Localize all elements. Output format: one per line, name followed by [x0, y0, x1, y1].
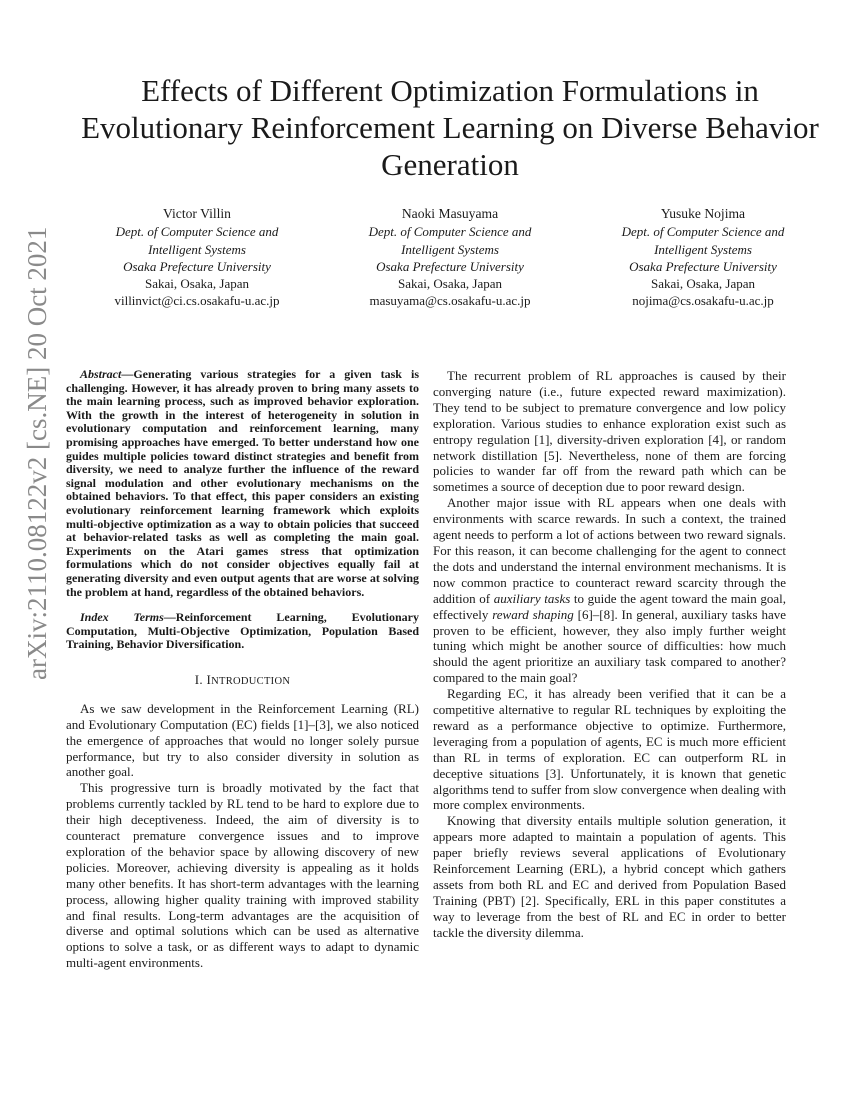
- paper-title: Effects of Different Optimization Formulations in Evolutionary Reinforcement Learning on Diverse Behavior Generation: [81, 73, 819, 182]
- author-email: nojima@cs.osakafu-u.ac.jp: [632, 293, 774, 309]
- author-block: [72, 205, 828, 310]
- arxiv-identifier-stamp: arXiv:2110.08122v2 [cs.NE] 20 Oct 2021: [22, 226, 52, 680]
- section-title-smallcaps: NTRODUCTION: [211, 675, 291, 687]
- author-dept-line2: Intelligent Systems: [148, 241, 246, 257]
- author-university: Osaka Prefecture University: [123, 258, 271, 274]
- author-email: masuyama@cs.osakafu-u.ac.jp: [369, 293, 531, 309]
- section-heading-introduction: [66, 672, 419, 690]
- author-2: [325, 205, 575, 310]
- abstract: [66, 368, 419, 599]
- right-column: [433, 368, 786, 941]
- left-column: [66, 368, 419, 971]
- author-location: Sakai, Osaka, Japan: [398, 276, 502, 292]
- author-dept-line2: Intelligent Systems: [401, 241, 499, 257]
- author-name: Yusuke Nojima: [660, 206, 746, 221]
- author-name: Victor Villin: [163, 206, 231, 221]
- author-university: Osaka Prefecture University: [629, 258, 777, 274]
- author-dept-line1: Dept. of Computer Science and: [621, 224, 785, 240]
- author-university: Osaka Prefecture University: [376, 258, 524, 274]
- author-dept-line2: Intelligent Systems: [654, 241, 752, 257]
- body-paragraph-1: The recurrent problem of RL approaches is caused by their converging nature (i.e., future expected reward maximization). They tend to be subject to premature convergence and low policy exploration. Various studies to enhance exploration exist such as entropy regulation [1], diversity-driven exploration [4], or random network distillation [5]. Nevertheless, none of them are forcing policies to wander far off from the reward path which can be sometimes a source of deception due to poor reward design.: [433, 368, 786, 495]
- section-first-letter: I: [206, 671, 212, 687]
- author-name: Naoki Masuyama: [401, 206, 499, 221]
- body-paragraph-2: [433, 495, 786, 686]
- text-run: Another major issue with RL appears when one deals with environments with scarce rewards. In such a context, the trained agent needs to perform a lot of actions between two reward signals. For this reason, it can become challenging for the agent to connect the dots and understand the internal environment mechanisms. It is now common practice to counteract reward scarcity through the addition of: [433, 495, 786, 606]
- intro-paragraph-1: As we saw development in the Reinforcement Learning (RL) and Evolutionary Computation (EC) fields [1]–[3], we also noticed the emergence of approaches that would no longer solely pursue performance, but try to also consider diversity in solution as another goal.: [66, 700, 419, 780]
- intro-paragraph-2: This progressive turn is broadly motivated by the fact that problems currently tackled by RL tend to be hard to explore due to their high deceptiveness. Indeed, the aim of diversity is to counteract premature convergence issues and to improve exploration of the behavior space by allowing discovery of new policies. Moreover, achieving diversity is appealing as it holds many other benefits. It has short-term advantages with the learning process, allowing higher quality training with improved stability and final results. Long-term advantages are the acquisition of diverse and optimal solutions which can be used as alternative options to solve a task, or as different ways to adapt to dynamic multi-agent environments.: [66, 780, 419, 971]
- body-paragraph-3: Regarding EC, it has already been verified that it can be a competitive alternative to regular RL techniques by exploiting the reward as a performance objective to optimize. Furthermore, leveraging from a population of agents, EC is much more efficient than RL in terms of exploration. EC can outperform RL in deceptive situations [3]. Unfortunately, it is known that genetic algorithms tend to suffer from slow convergence when dealing with more complex environments.: [433, 686, 786, 813]
- emphasis-reward-shaping: reward shaping: [492, 606, 574, 622]
- author-location: Sakai, Osaka, Japan: [145, 276, 249, 292]
- index-terms-label: Index Terms: [80, 610, 164, 625]
- section-numeral: I.: [194, 671, 207, 687]
- author-dept-line1: Dept. of Computer Science and: [368, 224, 532, 240]
- author-3: [578, 205, 828, 310]
- index-terms: [66, 611, 419, 652]
- body-paragraph-4: Knowing that diversity entails multiple solution generation, it appears more adapted to maintain a population of agents. This paper briefly reviews several applications of Evolutionary Reinforcement Learning (ERL), a hybrid concept which gathers assets from both RL and EC and derived from Population Based Training (PBT) [2]. Specifically, ERL in this paper constitutes a way to leverage from the best of RL and EC in order to better tackle the diversity dilemma.: [433, 813, 786, 940]
- text-run: [6]–[8]. In general, auxiliary tasks have proven to be efficient, however, they also imply further weight tuning which might be another source of difficulties: how much should the agent prioritize an auxiliary task compared to another? compared to the main goal?: [433, 606, 786, 686]
- author-1: [72, 205, 322, 310]
- index-terms-text: —Reinforcement Learning, Evolutionary Computation, Multi-Objective Optimization, Population Based Training, Behavior Diversification.: [66, 610, 419, 652]
- abstract-text: —Generating various strategies for a given task is challenging. However, it has already proven to bring many assets to the main learning process, such as improved behavior exploration. With the growth in the interest of heterogeneity in solution in evolutionary computation and reinforcement learning, many promising approaches have emerged. To better understand how one guides multiple policies toward distinct strategies and benefit from diversity, we need to analyze further the influence of the reward signal modulation and other evolutionary mechanisms on the obtained behaviors. To that effect, this paper considers an existing evolutionary reinforcement learning framework which exploits multi-objective optimization as a way to obtain policies that succeed at behavior-related tasks as well as completing the main goal. Experiments on the Atari games stress that optimization formulations which do not consider objectives equally fail at generating diversity and even output agents that are worse at solving the problem at hand, regardless of the obtained behaviors.: [66, 367, 419, 599]
- author-email: villinvict@ci.cs.osakafu-u.ac.jp: [114, 293, 280, 309]
- text-run: to guide the agent toward the main goal, effectively: [433, 590, 787, 622]
- abstract-label: Abstract: [80, 367, 122, 381]
- emphasis-auxiliary-tasks: auxiliary tasks: [493, 590, 571, 606]
- author-dept-line1: Dept. of Computer Science and: [115, 224, 279, 240]
- author-location: Sakai, Osaka, Japan: [651, 276, 755, 292]
